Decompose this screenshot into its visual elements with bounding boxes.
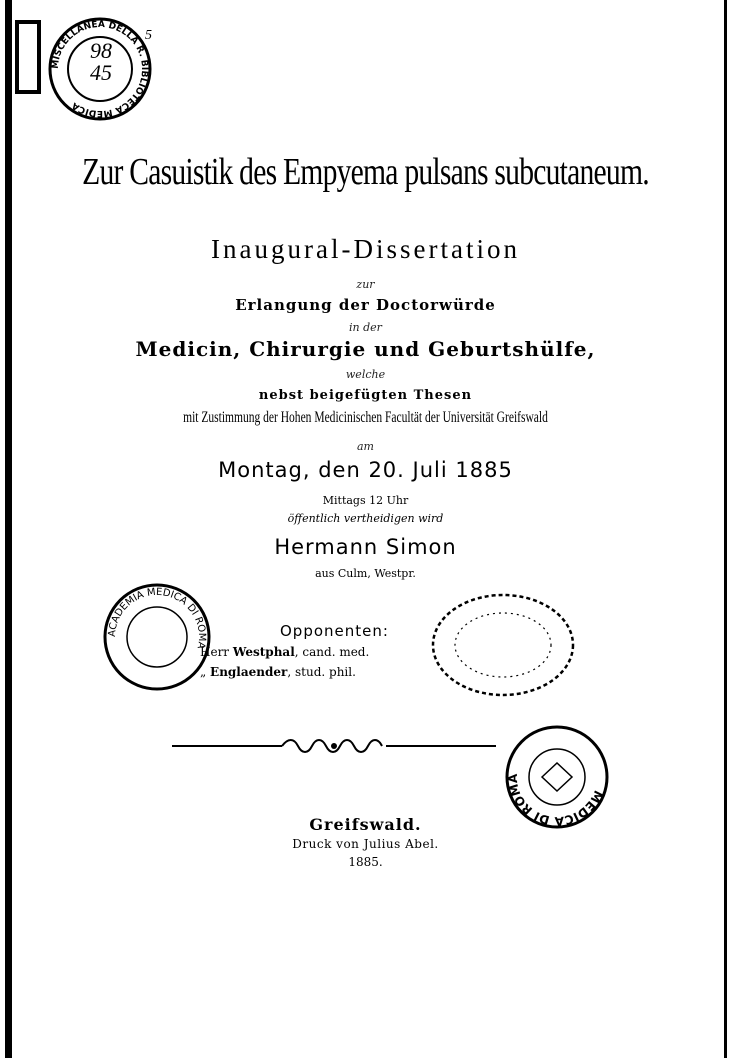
opponent-prefix: „ (200, 665, 207, 679)
opponent-name: Englaender (210, 665, 288, 679)
opponent-role: cand. med. (302, 645, 370, 659)
dissertation-title: Zur Casuistik des Empyema pulsans subcutaneum. (82, 151, 649, 193)
defense-date: Montag, den 20. Juli 1885 (218, 458, 513, 482)
text-oeffentlich: öffentlich vertheidigen wird (287, 512, 444, 525)
shelf-mark-bottom: 45 (90, 60, 112, 85)
opponent-row: „ Englaender, stud. phil. (200, 665, 356, 679)
shelf-mark (75, 40, 127, 90)
opponent-row: Herr Westphal, cand. med. (200, 645, 370, 659)
author-name: Hermann Simon (274, 535, 457, 559)
publication-year: 1885. (348, 855, 383, 869)
text-erlangung: Erlangung der Doctorwürde (235, 296, 496, 314)
scan-border-left (5, 0, 12, 1058)
printer-line: Druck von Julius Abel. (292, 837, 439, 851)
text-nebst-thesen: nebst beigefügten Thesen (258, 388, 473, 403)
opponent-name: Westphal (232, 645, 295, 659)
text-zustimmung: mit Zustimmung der Hohen Medicinischen Facultät der Universität Greifswald (183, 409, 548, 426)
stamp-ring-text: MISCELLANEA DELLA R. BIBLIOTECA MEDICA (50, 19, 150, 119)
author-origin: aus Culm, Westpr. (315, 567, 416, 580)
svg-text:ACADEMIA MEDICA DI ROMA (107, 587, 207, 650)
scan-border-right (724, 0, 727, 1058)
ornament-divider (172, 732, 496, 760)
text-zur: zur (356, 278, 375, 291)
opponents-heading: Opponenten: (280, 622, 389, 640)
opponent-role: stud. phil. (295, 665, 356, 679)
faint-stamp-right (428, 590, 578, 700)
text-am: am (357, 440, 374, 453)
bottom-stamp-text: MEDICA DI ROMA (505, 773, 606, 829)
shelf-side-number: 5 (145, 28, 152, 43)
text-welche: welche (345, 368, 386, 381)
academy-stamp-text: ACADEMIA MEDICA DI ROMA (106, 586, 208, 650)
defense-time: Mittags 12 Uhr (322, 494, 409, 507)
faculty-line: Medicin, Chirurgie und Geburtshülfe, (135, 337, 596, 361)
text-in-der: in der (349, 321, 382, 334)
publication-place: Greifswald. (309, 815, 422, 834)
dissertation-type: Inaugural-Dissertation (211, 234, 520, 264)
opponent-prefix: Herr (200, 645, 230, 659)
shelf-mark-top: 98 (90, 38, 112, 63)
